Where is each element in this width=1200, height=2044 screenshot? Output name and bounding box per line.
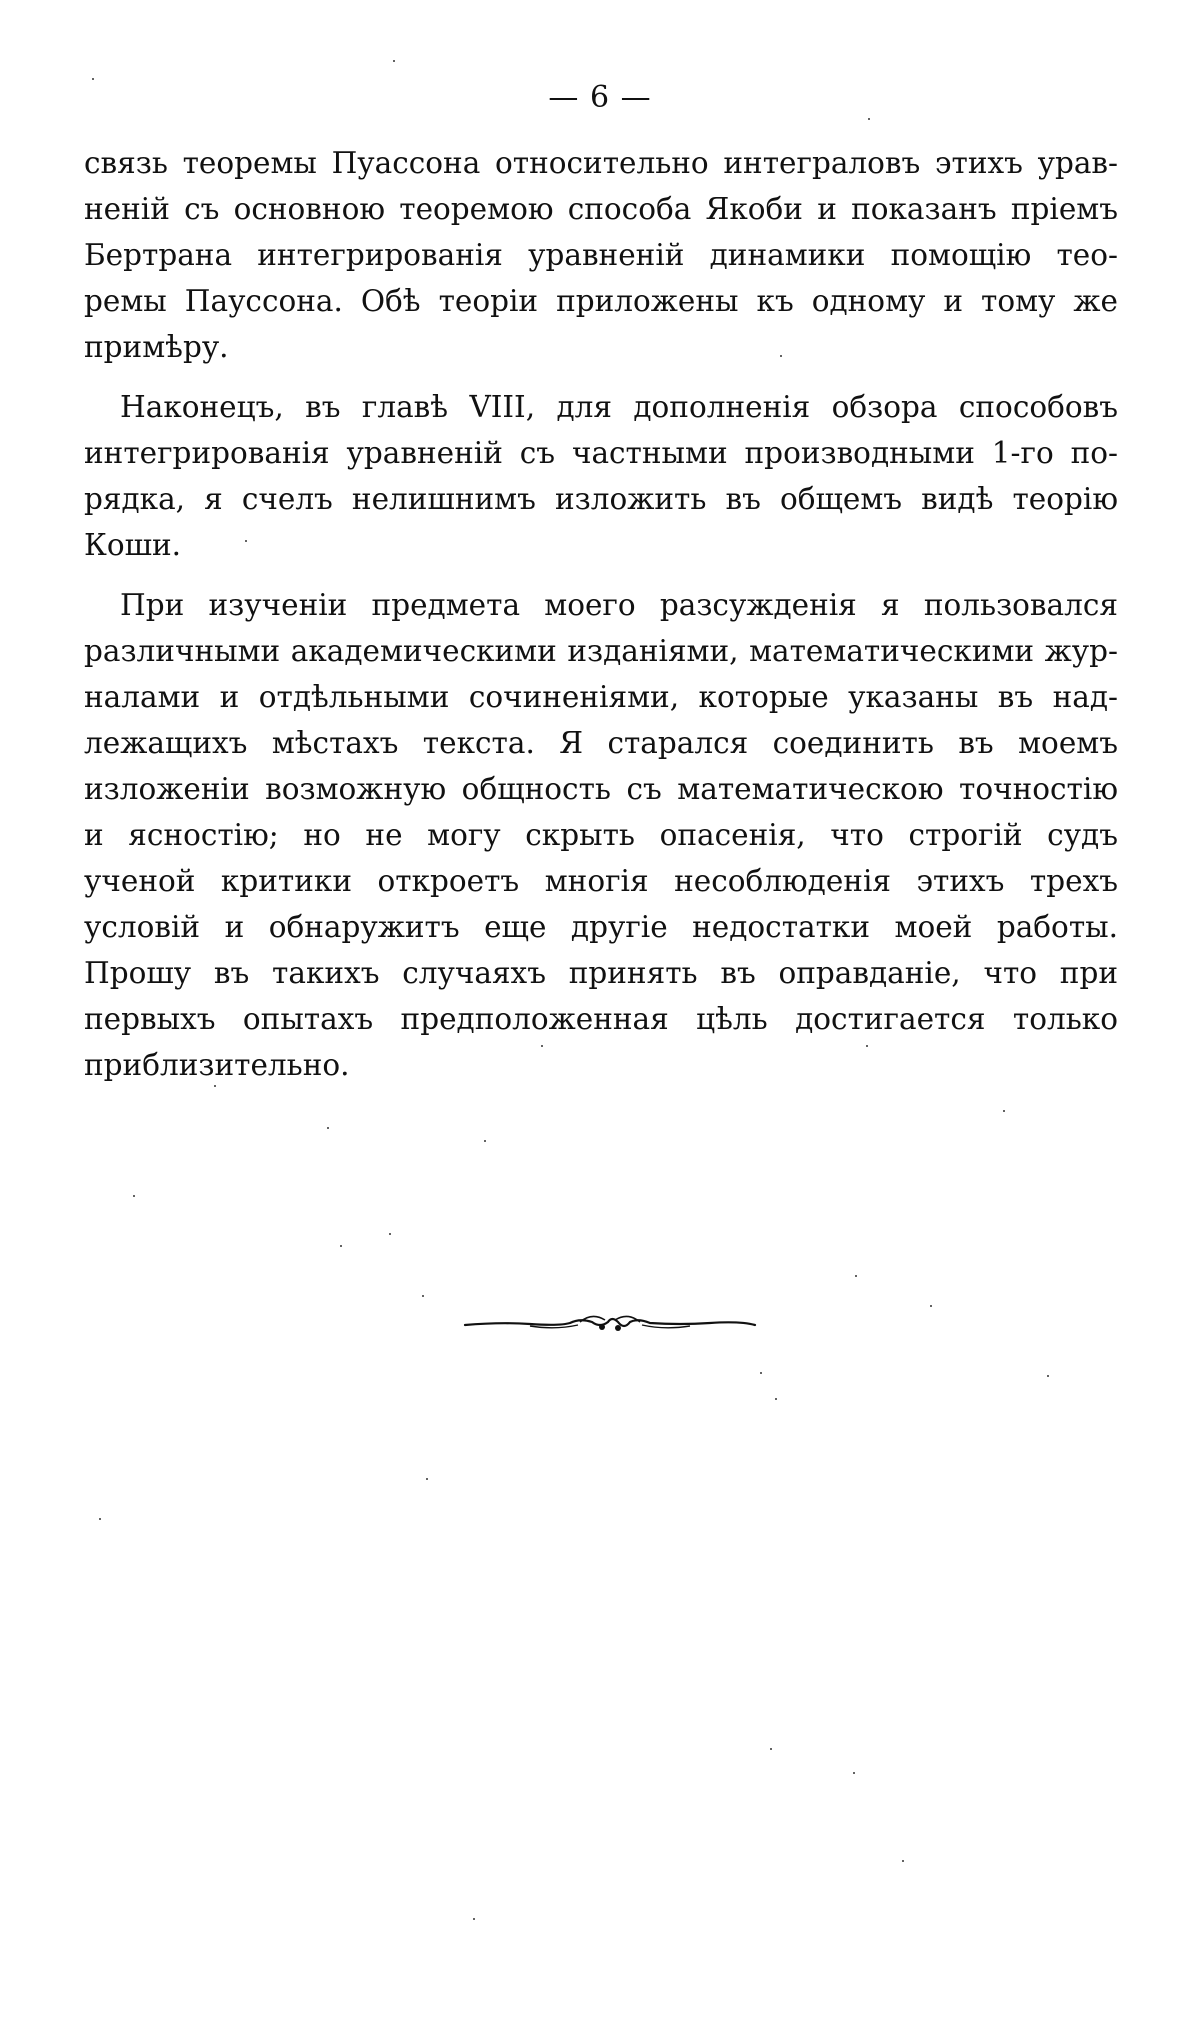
print-speck <box>930 1305 932 1307</box>
print-speck <box>853 1772 855 1774</box>
text-line: ученой критики откроетъ многія несоблюденія этихъ трехъ <box>84 864 1118 898</box>
text-line: Бертрана интегрированія уравненій динамики помощію тео- <box>84 238 1118 272</box>
text-block <box>84 140 1118 1102</box>
print-speck <box>422 1295 424 1297</box>
print-speck <box>426 1478 428 1480</box>
text-line: связь теоремы Пуассона относительно интеграловъ этихъ урав- <box>84 146 1118 180</box>
text-line: и ясностію; но не могу скрыть опасенія, что строгій судъ <box>84 818 1118 852</box>
text-line: Наконецъ, въ главѣ VIII, для дополненія обзора способовъ <box>120 390 1118 424</box>
text-line: налами и отдѣльными сочиненіями, которые указаны въ над- <box>84 680 1118 714</box>
print-speck <box>133 1195 135 1197</box>
print-speck <box>780 355 782 357</box>
print-speck <box>245 540 247 542</box>
print-speck <box>393 60 395 62</box>
print-speck <box>1003 1110 1005 1112</box>
print-speck <box>1047 1375 1049 1377</box>
print-speck <box>855 1275 857 1277</box>
text-line: различными академическими изданіями, математическими жур- <box>84 634 1118 668</box>
print-speck <box>99 1518 101 1520</box>
print-speck <box>484 1140 486 1142</box>
print-speck <box>214 1085 216 1087</box>
print-speck <box>473 1918 475 1920</box>
print-speck <box>770 1748 772 1750</box>
text-line: Коши. <box>84 528 182 562</box>
text-line: примѣру. <box>84 330 229 364</box>
text-line: ремы Паусcона. Обѣ теоріи приложены къ одному и тому же <box>84 284 1118 318</box>
print-speck <box>340 1245 342 1247</box>
paragraph-1 <box>84 140 1118 370</box>
text-line: лежащихъ мѣстахъ текста. Я старался соединить въ моемъ <box>84 726 1118 760</box>
text-line: неній съ основною теоремою способа Якоби и показанъ пріемъ <box>84 192 1118 226</box>
text-line: условій и обнаружитъ еще другіе недостатки моей работы. <box>84 910 1118 944</box>
text-line: интегрированія уравненій съ частными производными 1-го по- <box>84 436 1118 470</box>
text-line: Прошу въ такихъ случаяхъ принять въ оправданіе, что при <box>84 956 1118 990</box>
print-speck <box>92 78 94 80</box>
paragraph-3 <box>84 582 1118 1088</box>
print-speck <box>389 1233 391 1235</box>
text-line: При изученіи предмета моего разсужденія я пользовался <box>120 588 1118 622</box>
print-speck <box>775 1398 777 1400</box>
print-speck <box>902 1860 904 1862</box>
text-line: рядка, я счелъ нелишнимъ изложить въ общемъ видѣ теорію <box>84 482 1118 516</box>
print-speck <box>866 1045 868 1047</box>
text-line: изложеніи возможную общность съ математическою точностію <box>84 772 1118 806</box>
decorative-flourish-icon <box>460 1308 760 1338</box>
print-speck <box>327 1127 329 1129</box>
print-speck <box>541 1045 543 1047</box>
text-line: приблизительно. <box>84 1048 350 1082</box>
paragraph-2 <box>84 384 1118 568</box>
print-speck <box>868 118 870 120</box>
print-speck <box>760 1372 762 1374</box>
text-line: первыхъ опытахъ предположенная цѣль достигается только <box>84 1002 1118 1036</box>
page-number: — 6 — <box>548 80 652 115</box>
